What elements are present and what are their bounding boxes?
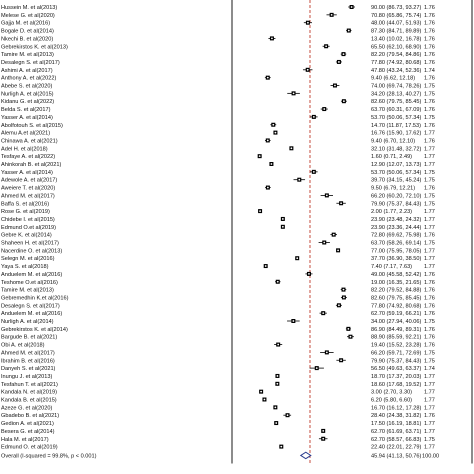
study-label: Gajja M. et al(2016) — [1, 20, 51, 27]
weight-value: 1.76 — [424, 122, 435, 129]
ci-value: 65.50 (62.10, 68.90) — [371, 44, 422, 51]
point-estimate-dot — [292, 320, 294, 322]
point-estimate-dot — [259, 210, 261, 212]
study-labels — [1, 5, 69, 451]
ci-value: 16.70 (16.12, 17.28) — [371, 405, 422, 412]
study-label: Gebrekirstos K. et al(2013) — [1, 44, 68, 51]
point-estimate-dot — [259, 155, 261, 157]
study-label: Adel H. et al(2018) — [1, 146, 48, 153]
study-label: Edmund O.et al(2019) — [1, 224, 57, 231]
point-estimate-dot — [280, 446, 282, 448]
point-estimate-dot — [348, 30, 350, 32]
ci-value: 86.90 (84.49, 89.31) — [371, 326, 422, 333]
study-label: Gebremedhin K.et al(2016) — [1, 295, 69, 302]
point-estimate-dot — [322, 312, 324, 314]
point-estimate-dot — [351, 6, 353, 8]
ci-value: 77.80 (74.92, 80.68) — [371, 59, 422, 66]
ci-value: 56.50 (49.63, 63.37) — [371, 366, 422, 373]
ci-value: 22.40 (22.01, 22.79) — [371, 444, 422, 451]
weight-value: 1.75 — [424, 240, 435, 247]
point-estimate-dot — [275, 132, 277, 134]
weight-value: 1.77 — [424, 405, 435, 412]
study-label: Gebrekirstos K. et al(2014) — [1, 326, 68, 333]
ci-value: 66.20 (60.20, 72.10) — [371, 193, 422, 200]
weight-value: 1.77 — [424, 154, 435, 161]
study-label: Tamire M. et al(2013) — [1, 287, 54, 294]
point-estimate-dot — [272, 124, 274, 126]
ci-value: 82.20 (79.52, 84.88) — [371, 287, 422, 294]
weight-value: 1.77 — [424, 428, 435, 435]
weight-value: 1.77 — [424, 209, 435, 216]
point-estimate-dot — [277, 344, 279, 346]
ci-value: 18.70 (17.37, 20.03) — [371, 373, 422, 380]
study-label: Azeze G. et al(2020) — [1, 405, 53, 412]
point-estimate-dot — [271, 163, 273, 165]
ci-value: 23.90 (23.36, 24.44) — [371, 224, 422, 231]
point-estimate-dot — [343, 100, 345, 102]
weight-value: 1.76 — [424, 413, 435, 420]
point-estimate-dot — [296, 257, 298, 259]
point-estimate-dot — [277, 375, 279, 377]
point-estimate-dot — [267, 140, 269, 142]
ci-value: 62.70 (59.19, 66.21) — [371, 311, 422, 318]
weight-value: 1.77 — [424, 373, 435, 380]
study-label: Adewole A. et al(2017) — [1, 177, 58, 184]
ci-value: 49.00 (45.58, 52.42) — [371, 271, 422, 278]
ci-value: 90.00 (86.73, 93.27) — [371, 5, 422, 11]
study-label: Bargude B. et al(2021) — [1, 334, 58, 341]
weight-value: 1.77 — [424, 256, 435, 263]
weight-value: 1.75 — [424, 193, 435, 200]
study-label: Gedion A. et al(2021) — [1, 421, 54, 428]
point-estimate-dot — [274, 406, 276, 408]
point-estimate-dot — [298, 179, 300, 181]
point-estimate-dot — [308, 273, 310, 275]
point-estimate-dot — [334, 85, 336, 87]
weight-value: 1.77 — [424, 224, 435, 231]
ci-value: 7.40 (7.17, 7.63) — [371, 264, 413, 271]
weight-value: 1.76 — [424, 232, 435, 239]
point-estimate-dot — [343, 53, 345, 55]
study-markers — [258, 5, 355, 449]
weight-value: 1.75 — [424, 177, 435, 184]
study-label: Ahmed M. et al(2017) — [1, 193, 55, 200]
point-estimate-dot — [267, 187, 269, 189]
weight-value: 1.77 — [424, 130, 435, 137]
point-estimate-dot — [276, 383, 278, 385]
study-label: Chidebe I. et al(2015) — [1, 216, 55, 223]
study-label: Shaheen H. et al(2017) — [1, 240, 59, 247]
point-estimate-dot — [316, 367, 318, 369]
ci-value: 1.60 (0.71, 2.49) — [371, 154, 413, 161]
point-estimate-dot — [307, 22, 309, 24]
point-estimate-dot — [282, 226, 284, 228]
study-label: Ibrahim B. et al(2016) — [1, 358, 55, 365]
weight-value: 1.77 — [424, 397, 435, 404]
study-label: Ashimi A. et al(2017) — [1, 67, 53, 74]
study-label: Tamire M. et al(2013) — [1, 52, 54, 59]
ci-value: 6.20 (5.80, 6.60) — [371, 397, 413, 404]
ci-value: 53.70 (50.06, 57.34) — [371, 169, 422, 176]
point-estimate-dot — [267, 77, 269, 79]
study-label: Desalegn S. et al(2017) — [1, 303, 60, 310]
axis-lines — [232, 0, 472, 463]
study-label: Belda S. et al(2017) — [1, 107, 51, 114]
point-estimate-dot — [287, 414, 289, 416]
weight-value: 1.76 — [424, 52, 435, 59]
ci-value: 17.50 (16.19, 18.81) — [371, 421, 422, 428]
weight-value: 1.76 — [424, 36, 435, 43]
ci-texts — [371, 5, 422, 451]
point-estimate-dot — [343, 297, 345, 299]
ci-value: 66.20 (59.71, 72.69) — [371, 350, 422, 357]
point-estimate-dot — [282, 218, 284, 220]
study-label: Danyeh S. et al(2021) — [1, 366, 56, 373]
point-estimate-dot — [331, 14, 333, 16]
point-estimate-dot — [322, 430, 324, 432]
point-estimate-dot — [307, 69, 309, 71]
ci-value: 16.76 (15.90, 17.62) — [371, 130, 422, 137]
weight-value: 1.75 — [424, 358, 435, 365]
ci-value: 12.90 (12.07, 13.73) — [371, 162, 422, 168]
overall-diamond — [301, 452, 311, 458]
ci-value: 9.40 (6.62, 12.18) — [371, 75, 416, 82]
study-label: Abolfotouh S. et al(2015) — [1, 122, 63, 129]
overall-label: Overall (I-squared = 99.8%, p < 0.001) — [1, 453, 97, 460]
ci-value: 79.90 (75.37, 84.43) — [371, 201, 422, 208]
ci-value: 77.80 (74.92, 80.68) — [371, 303, 422, 310]
weight-value: 1.76 — [424, 138, 435, 145]
point-estimate-dot — [275, 422, 277, 424]
weight-value: 1.77 — [424, 162, 435, 168]
ci-value: 14.70 (11.87, 17.53) — [371, 122, 421, 129]
point-estimate-dot — [343, 289, 345, 291]
ci-value: 82.60 (79.75, 85.45) — [371, 295, 422, 302]
ci-value: 47.80 (43.24, 52.36) — [371, 67, 422, 74]
ci-value: 2.00 (1.77, 2.23) — [371, 209, 413, 216]
overall-weight-value: 100.00 — [422, 453, 440, 460]
weight-value: 1.76 — [424, 334, 435, 341]
weight-value: 1.77 — [424, 381, 435, 388]
study-label: Ahmed M. et al(2017) — [1, 350, 55, 357]
ci-value: 3.00 (2.70, 3.30) — [371, 389, 413, 396]
study-label: Gebre K. et al(2014) — [1, 232, 52, 239]
weight-value: 1.76 — [424, 99, 435, 106]
weight-value: 1.76 — [424, 287, 435, 294]
study-label: Bogale D. et al(2014) — [1, 28, 54, 35]
weight-value: 1.74 — [424, 67, 435, 74]
weight-value: 1.75 — [424, 350, 435, 357]
weight-value: 1.75 — [424, 114, 435, 121]
ci-value: 87.30 (84.71, 89.89) — [371, 28, 422, 35]
ci-value: 82.60 (79.75, 85.45) — [371, 99, 422, 106]
point-estimate-dot — [271, 38, 273, 40]
study-label: Baffa S. et al(2016) — [1, 201, 50, 208]
ci-value: 70.80 (65.86, 75.74) — [371, 12, 422, 19]
ci-value: 34.00 (27.94, 40.06) — [371, 319, 422, 325]
weight-value: 1.76 — [424, 326, 435, 333]
study-label: Rose G. et al(2019) — [1, 209, 50, 216]
ci-value: 53.70 (50.06, 57.34) — [371, 114, 422, 121]
ci-value: 9.40 (6.70, 12.10) — [371, 138, 416, 145]
study-label: Nurligh A. et al(2014) — [1, 319, 54, 325]
ci-value: 23.90 (23.48, 24.32) — [371, 216, 422, 223]
point-estimate-dot — [338, 61, 340, 63]
ci-value: 34.20 (28.13, 40.27) — [371, 91, 422, 98]
weight-value: 1.76 — [424, 107, 435, 114]
study-label: Chinawa A. et al(2021) — [1, 138, 58, 145]
point-estimate-dot — [264, 399, 266, 401]
study-label: Hussein M. et al(2013) — [1, 5, 58, 11]
ci-value: 72.80 (69.62, 75.98) — [371, 232, 422, 239]
study-label: Yasser A. et al(2014) — [1, 114, 53, 121]
weight-value: 1.76 — [424, 28, 435, 35]
ci-value: 19.00 (16.35, 21.65) — [371, 279, 422, 286]
point-estimate-dot — [260, 391, 262, 393]
overall-row — [1, 452, 439, 459]
point-estimate-dot — [326, 352, 328, 354]
weight-value: 1.77 — [424, 216, 435, 223]
point-estimate-dot — [326, 195, 328, 197]
study-label: Nkechi B. et al(2020) — [1, 36, 54, 43]
weight-value: 1.75 — [424, 201, 435, 208]
weight-value: 1.75 — [424, 436, 435, 443]
ci-value: 9.50 (6.79, 12.21) — [371, 185, 416, 192]
point-estimate-dot — [340, 202, 342, 204]
weight-value: 1.76 — [424, 279, 435, 286]
ci-value: 63.70 (60.31, 67.09) — [371, 107, 422, 114]
ci-value: 19.40 (15.52, 23.28) — [371, 342, 422, 349]
ci-value: 63.70 (58.26, 69.14) — [371, 240, 422, 247]
point-estimate-dot — [347, 328, 349, 330]
weight-value: 1.77 — [424, 421, 435, 428]
study-label: Gbadebo B. et al(2021) — [1, 413, 60, 420]
weight-value: 1.75 — [424, 83, 435, 90]
study-label: Alemu A.et al(2021) — [1, 130, 51, 137]
ci-value: 88.90 (85.59, 92.21) — [371, 334, 422, 341]
weight-value: 1.75 — [424, 91, 435, 98]
weight-value: 1.76 — [424, 303, 435, 310]
study-label: Obi A. et al(2018) — [1, 342, 45, 349]
weight-value: 1.76 — [424, 75, 435, 82]
study-label: Teshome O.et al(2016) — [1, 279, 58, 286]
point-estimate-dot — [333, 234, 335, 236]
weight-value: 1.77 — [424, 248, 435, 255]
study-label: Melese G. et al(2020) — [1, 12, 55, 19]
weight-value: 1.76 — [424, 59, 435, 66]
study-label: Besera G. et al(2014) — [1, 428, 55, 435]
point-estimate-dot — [323, 108, 325, 110]
study-label: Kandala B. et al(2015) — [1, 397, 57, 404]
study-label: Tesfahun T. et al(2021) — [1, 381, 58, 388]
weight-value: 1.76 — [424, 342, 435, 349]
weight-value: 1.77 — [424, 146, 435, 153]
ci-value: 13.40 (10.02, 16.78) — [371, 36, 422, 43]
weight-value: 1.77 — [424, 389, 435, 396]
point-estimate-dot — [293, 92, 295, 94]
ci-value: 28.40 (24.38, 31.82) — [371, 413, 422, 420]
weight-value: 1.77 — [424, 264, 435, 271]
point-estimate-dot — [325, 45, 327, 47]
weight-value: 1.76 — [424, 12, 435, 19]
study-label: Nacerdine O. et al(2013) — [1, 248, 63, 255]
weight-value: 1.76 — [424, 295, 435, 302]
weight-value: 1.76 — [424, 44, 435, 51]
weight-value: 1.74 — [424, 366, 435, 373]
ci-value: 62.70 (61.69, 63.71) — [371, 428, 422, 435]
study-label: Anthony A. et al(2022) — [1, 75, 57, 82]
ci-value: 39.70 (34.15, 45.24) — [371, 177, 422, 184]
study-label: Abebe S. et al(2020) — [1, 83, 53, 90]
study-label: Anduelem M. et al(2016) — [1, 271, 63, 278]
ci-value: 79.90 (75.37, 84.43) — [371, 358, 422, 365]
study-label: Inungu J. et al(2013) — [1, 373, 53, 380]
study-label: Hala M. et al(2017) — [1, 436, 49, 443]
study-label: Kandala N. et al(2019) — [1, 389, 57, 396]
study-label: Selegn M. et al(2016) — [1, 256, 55, 263]
point-estimate-dot — [265, 265, 267, 267]
ci-value: 74.00 (69.74, 78.26) — [371, 83, 422, 90]
point-estimate-dot — [338, 304, 340, 306]
point-estimate-dot — [290, 147, 292, 149]
study-label: Yaya S. et al(2018) — [1, 264, 49, 271]
point-estimate-dot — [337, 249, 339, 251]
overall-ci-value: 45.94 (41.13, 50.76) — [371, 453, 422, 460]
point-estimate-dot — [313, 171, 315, 173]
ci-value: 82.20 (79.54, 84.86) — [371, 52, 422, 59]
point-estimate-dot — [313, 116, 315, 118]
study-label: Nurligh A. et al(2015) — [1, 91, 54, 98]
ci-value: 18.60 (17.68, 19.52) — [371, 381, 422, 388]
point-estimate-dot — [277, 281, 279, 283]
weight-value: 1.75 — [424, 169, 435, 176]
study-label: Yasser A. et al(2014) — [1, 169, 53, 176]
weight-value: 1.76 — [424, 20, 435, 27]
study-label: Desalegn S. et al(2017) — [1, 59, 60, 66]
point-estimate-dot — [350, 336, 352, 338]
weight-value: 1.77 — [424, 444, 435, 451]
point-estimate-dot — [323, 242, 325, 244]
ci-value: 32.10 (31.48, 32.72) — [371, 146, 422, 153]
study-label: Anduelem M. et al(2016) — [1, 311, 63, 318]
study-label: Edmund O. et al(2019) — [1, 444, 58, 451]
ci-value: 77.00 (75.95, 78.05) — [371, 248, 422, 255]
study-label: Kidanu G. et al(2022) — [1, 99, 55, 106]
ci-value: 62.70 (58.57, 66.83) — [371, 436, 422, 443]
ci-value: 37.70 (36.90, 38.50) — [371, 256, 422, 263]
ci-value: 48.00 (44.07, 51.93) — [371, 20, 422, 27]
weight-value: 1.76 — [424, 271, 435, 278]
weight-value: 1.76 — [424, 311, 435, 318]
study-label: Aweiere T. et al(2020) — [1, 185, 56, 192]
study-label: Ahinkorah B. et al(2021) — [1, 162, 62, 168]
study-label: Tesfaye A. et al(2022) — [1, 154, 56, 161]
point-estimate-dot — [322, 438, 324, 440]
weight-value: 1.76 — [424, 185, 435, 192]
weight-value: 1.76 — [424, 5, 435, 11]
weight-texts — [424, 5, 435, 451]
weight-value: 1.75 — [424, 319, 435, 325]
point-estimate-dot — [340, 359, 342, 361]
